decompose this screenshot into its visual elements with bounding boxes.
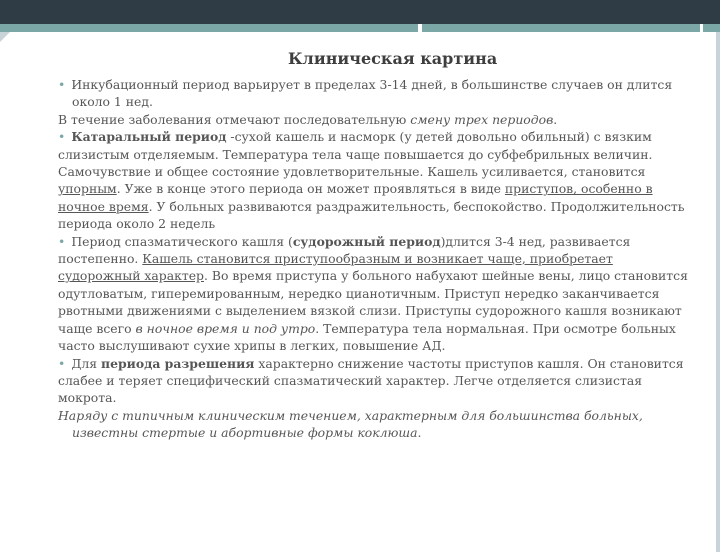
periods-intro-text: В течение заболевания отмечают последовательную (58, 111, 411, 127)
convulsive-period-term: судорожный период (292, 233, 441, 249)
slide-title: Клиническая картина (288, 49, 498, 68)
catarrhal-underlined: приступов, особенно в ночное время (58, 181, 653, 214)
paragraph-summary: Наряду с типичным клиническим течением, характерным для большинства больных, известны стертые и абортивные формы коклюша. (58, 407, 643, 441)
catarrhal-text: . У больных развиваются раздражительность, беспокойство. Продолжительность периода около 2 недель (58, 198, 685, 232)
header-stripe-gap (418, 24, 422, 32)
catarrhal-text: . Уже в конце этого периода он может проявляться в виде (116, 181, 505, 197)
periods-intro-end: . (553, 111, 558, 127)
spasmodic-text: Период спазматического кашля ( (71, 233, 293, 249)
paragraph-spasmodic (58, 233, 694, 355)
corner-decoration (0, 32, 10, 42)
paragraph-periods-intro (58, 111, 694, 128)
header-accent-stripe (0, 24, 720, 32)
slide-content (58, 48, 694, 442)
resolution-text: характерно снижение частоты приступов кашля. Он становится слабее и теряет специфический спазматический характер. Легче отделяется слизистая мокрота. (58, 355, 684, 406)
incubation-text: Инкубационный период варьирует в пределах 3-14 дней, в большинстве случаев он длится около 1 нед. (71, 77, 673, 110)
bullet-marker: • (58, 129, 66, 145)
header-bar (0, 0, 720, 24)
bullet-marker: • (58, 233, 66, 249)
catarrhal-period-term: Катаральный период (71, 129, 227, 145)
spasmodic-text: . Температура тела нормальная. При осмотре больных часто выслушивают сухие хрипы в легких, повышение АД. (58, 320, 676, 354)
periods-intro-emphasis: смену трех периодов (410, 111, 554, 127)
paragraph-catarrhal (58, 128, 694, 232)
spasmodic-emphasis: в ночное время и под утро (135, 320, 316, 336)
header-stripe-gap (700, 24, 703, 32)
catarrhal-text: -сухой кашель и насморк (у детей довольно обильный) с вязким слизистым отделяемым. Температура тела чаще повышается до субфебрильных величин. Самочувствие и общее состояние удовлетворительные. Кашель усиливается, становится (58, 129, 653, 180)
spasmodic-text: )длится 3-4 нед, развивается постепенно. (58, 233, 631, 267)
paragraph-incubation (58, 76, 694, 111)
paragraph-resolution (58, 355, 694, 407)
spasmodic-text: . Во время приступа у больного набухают шейные вены, лицо становится одутловатым, гиперемированным, нередко цианотичным. Приступ нередко заканчивается рвотными движениями с выделением вязкой слизи. Приступы судорожного кашля возникают чаще всего (58, 268, 688, 336)
spasmodic-underlined: Кашель становится приступообразным и возникает чаще, приобретает судорожный характер (58, 251, 613, 284)
resolution-period-term: периода разрешения (101, 355, 255, 371)
right-edge-decoration (716, 32, 720, 552)
catarrhal-underlined: упорным (58, 181, 117, 197)
bullet-marker: • (58, 355, 66, 371)
resolution-text: Для (71, 355, 102, 371)
bullet-marker: • (58, 77, 66, 92)
